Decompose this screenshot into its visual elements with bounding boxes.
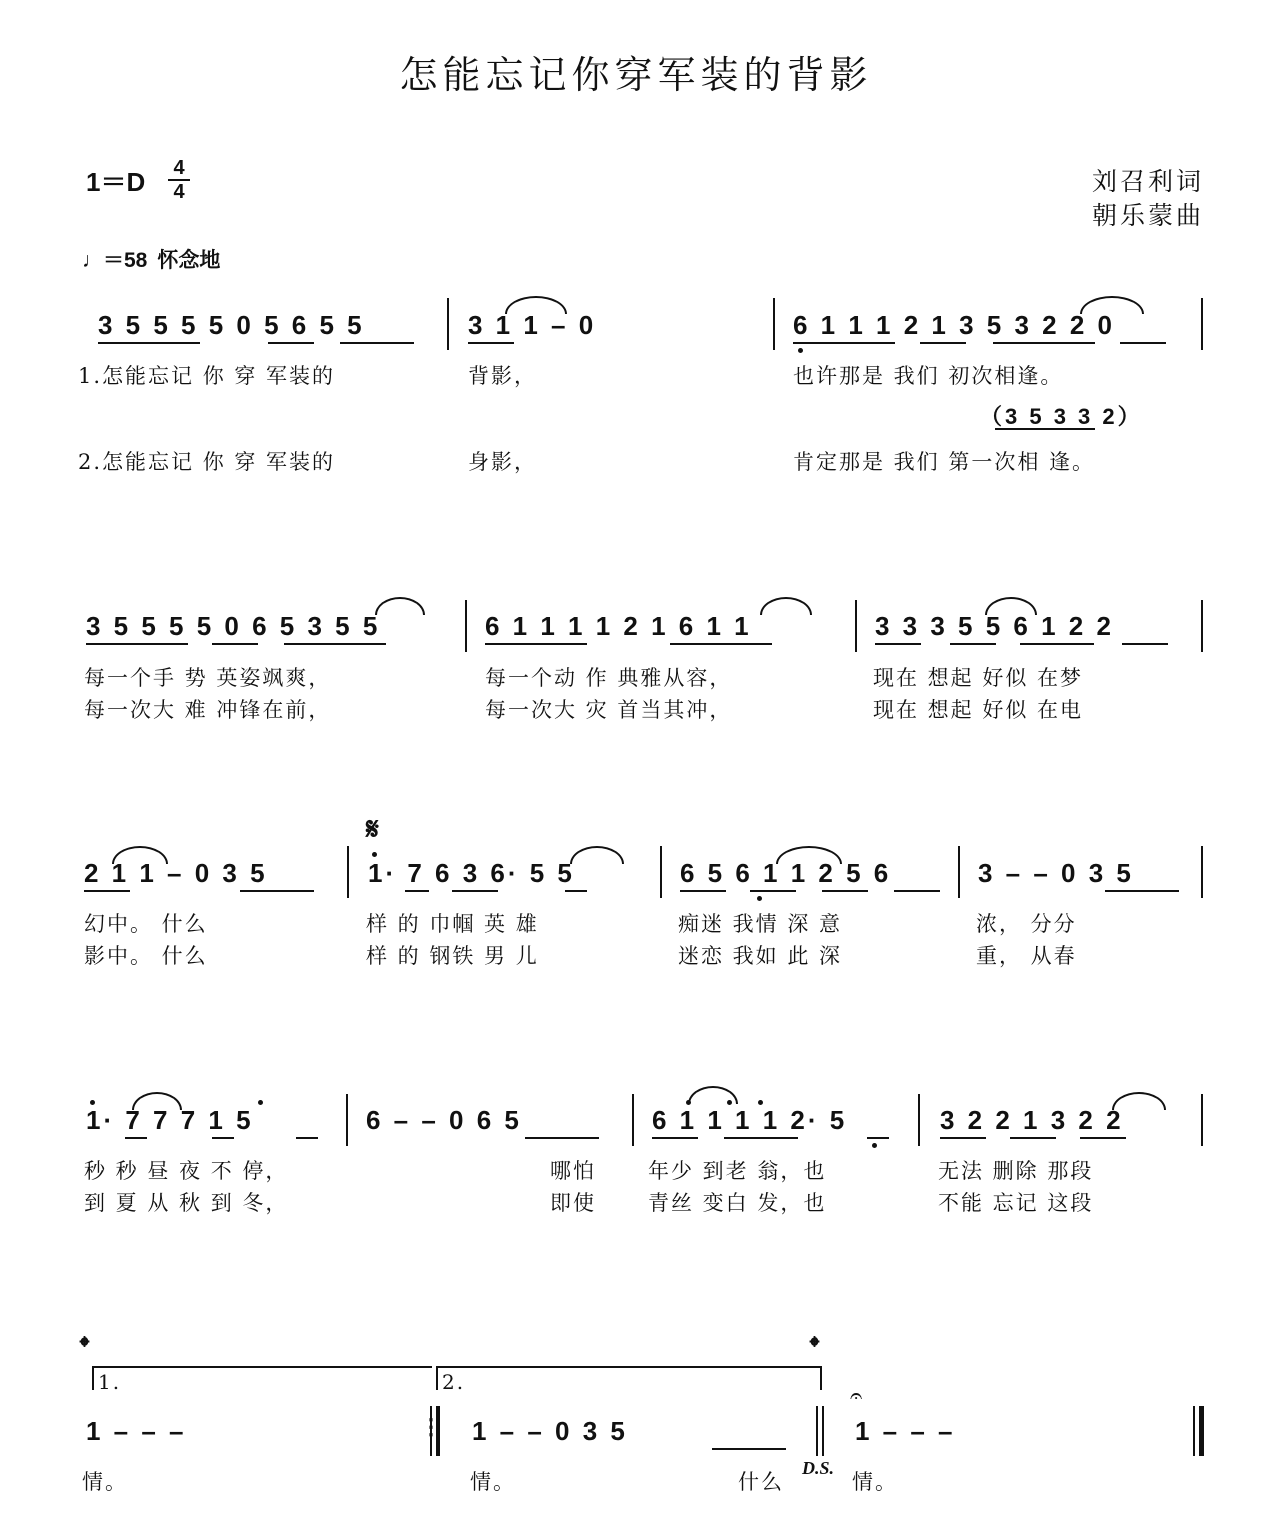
- verse1-lyrics-m7: 幻中。 什么: [84, 912, 208, 936]
- verse2-lyrics-m11: 到 夏 从 秋 到 冬，: [84, 1191, 289, 1215]
- final-lyric-3: 什么: [738, 1470, 784, 1494]
- measure-7-notes: 2 1 1 – 0 3 5: [84, 858, 268, 888]
- repeat-dots: ⋮: [420, 1414, 442, 1440]
- key-signature: 1＝D: [86, 167, 146, 197]
- time-sig-top: 4: [173, 157, 185, 179]
- measure-14-notes: 3 2 2 1 3 2 2: [940, 1105, 1124, 1135]
- measure-15-notes: 1 – – –: [86, 1416, 187, 1446]
- verse2-lyrics-m10: 重， 从春: [976, 944, 1077, 968]
- verse2-lyrics-m1: 2.怎能忘记 你 穿 军装的: [78, 450, 336, 474]
- tempo-value: ＝58: [103, 249, 148, 272]
- measure-8-notes: 1· 7 6 3 6· 5 5: [368, 858, 575, 888]
- measure-3-notes: 6 1 1 1 2 1 3 5 3 2 2 0: [793, 310, 1115, 340]
- quarter-note-icon: ♩: [82, 249, 103, 272]
- verse1-lyrics-m5: 每一个动 作 典雅从容，: [485, 666, 733, 690]
- verse1-lyrics-m10: 浓， 分分: [976, 912, 1077, 936]
- verse2-lyrics-m9: 迷恋 我如 此 深: [678, 944, 843, 968]
- measure-17-notes: 1 – – –: [855, 1416, 956, 1446]
- verse2-lyrics-m13: 青丝 变白 发，也: [648, 1191, 827, 1215]
- tempo-marking: [82, 244, 220, 274]
- verse2-lyrics-m4: 每一次大 难 冲锋在前，: [84, 698, 332, 722]
- time-sig-bottom: 4: [173, 181, 185, 203]
- measure-5-notes: 6 1 1 1 1 2 1 6 1 1: [485, 611, 752, 641]
- measure-6-notes: 3 3 3 5 5 6 1 2 2: [875, 611, 1114, 641]
- verse2-lyrics-m8: 样 的 钢铁 男 儿: [366, 944, 539, 968]
- page-title: 怎能忘记你穿军装的背影: [399, 53, 873, 97]
- coda-icon: 𝄌: [80, 1332, 89, 1362]
- lyricist-credit: 刘召利词: [1091, 167, 1204, 196]
- verse2-lyrics-m7: 影中。 什么: [84, 944, 208, 968]
- measure-4-notes: 3 5 5 5 5 0 6 5 3 5 5: [86, 611, 381, 641]
- verse1-lyrics-m6: 现在 想起 好似 在梦: [873, 666, 1084, 690]
- final-lyric-2: 情。: [470, 1470, 516, 1494]
- verse1-lyrics-m4: 每一个手 势 英姿飒爽，: [84, 666, 332, 690]
- measure-11-notes: 1· 7 7 7 1 5: [86, 1105, 254, 1135]
- measure-2-notes: 3 1 1 – 0: [468, 310, 597, 340]
- verse1-lyrics-m1: 1.怎能忘记 你 穿 军装的: [78, 364, 336, 388]
- verse1-lyrics-m9: 痴迷 我情 深 意: [678, 912, 843, 936]
- verse2-lyrics-m2: 身影，: [468, 450, 537, 474]
- verse1-lyrics-m13: 年少 到老 翁，也: [648, 1159, 827, 1183]
- tempo-expression: 怀念地: [157, 248, 221, 272]
- verse1-lyrics-m3: 也许那是 我们 初次相逢。: [793, 364, 1064, 388]
- verse2-lyrics-m5: 每一次大 灾 首当其冲，: [485, 698, 733, 722]
- volta-2-label: 2.: [442, 1370, 466, 1394]
- final-lyric-4: 情。: [852, 1470, 898, 1494]
- verse2-variant-notes: （3 5 3 3 2）: [980, 404, 1143, 429]
- measure-12-notes: 6 – – 0 6 5: [366, 1105, 522, 1135]
- ds-marking: D.S.: [802, 1458, 835, 1478]
- measure-9-notes: 6 5 6 1 1 2 5 6: [680, 858, 892, 888]
- coda-icon-2: 𝄌: [810, 1332, 819, 1362]
- fermata-icon: 𝄐: [850, 1384, 863, 1409]
- verse2-lyrics-m14: 不能 忘记 这段: [938, 1191, 1094, 1215]
- final-lyric-1: 情。: [82, 1470, 128, 1494]
- measure-16-notes: 1 – – 0 3 5: [472, 1416, 628, 1446]
- verse2-lyrics-m12: 即使: [550, 1191, 596, 1215]
- segno-icon: 𝄋: [366, 812, 379, 847]
- verse1-lyrics-m8: 样 的 巾帼 英 雄: [366, 912, 539, 936]
- volta-1-label: 1.: [98, 1370, 122, 1394]
- measure-13-notes: 6 1 1 1 1 2· 5: [652, 1105, 848, 1135]
- verse1-lyrics-m14: 无法 删除 那段: [938, 1159, 1094, 1183]
- verse2-lyrics-m3: 肯定那是 我们 第一次相 逢。: [793, 450, 1096, 474]
- composer-credit: 朝乐蒙曲: [1091, 201, 1204, 230]
- time-signature: [168, 158, 190, 202]
- verse2-lyrics-m6: 现在 想起 好似 在电: [873, 698, 1084, 722]
- measure-10-notes: 3 – – 0 3 5: [978, 858, 1134, 888]
- verse1-lyrics-m2: 背影，: [468, 364, 537, 388]
- verse1-lyrics-m11: 秒 秒 昼 夜 不 停，: [84, 1159, 289, 1183]
- measure-1-notes: 3 5 5 5 5 0 5 6 5 5: [98, 310, 365, 340]
- verse1-lyrics-m12: 哪怕: [550, 1159, 596, 1183]
